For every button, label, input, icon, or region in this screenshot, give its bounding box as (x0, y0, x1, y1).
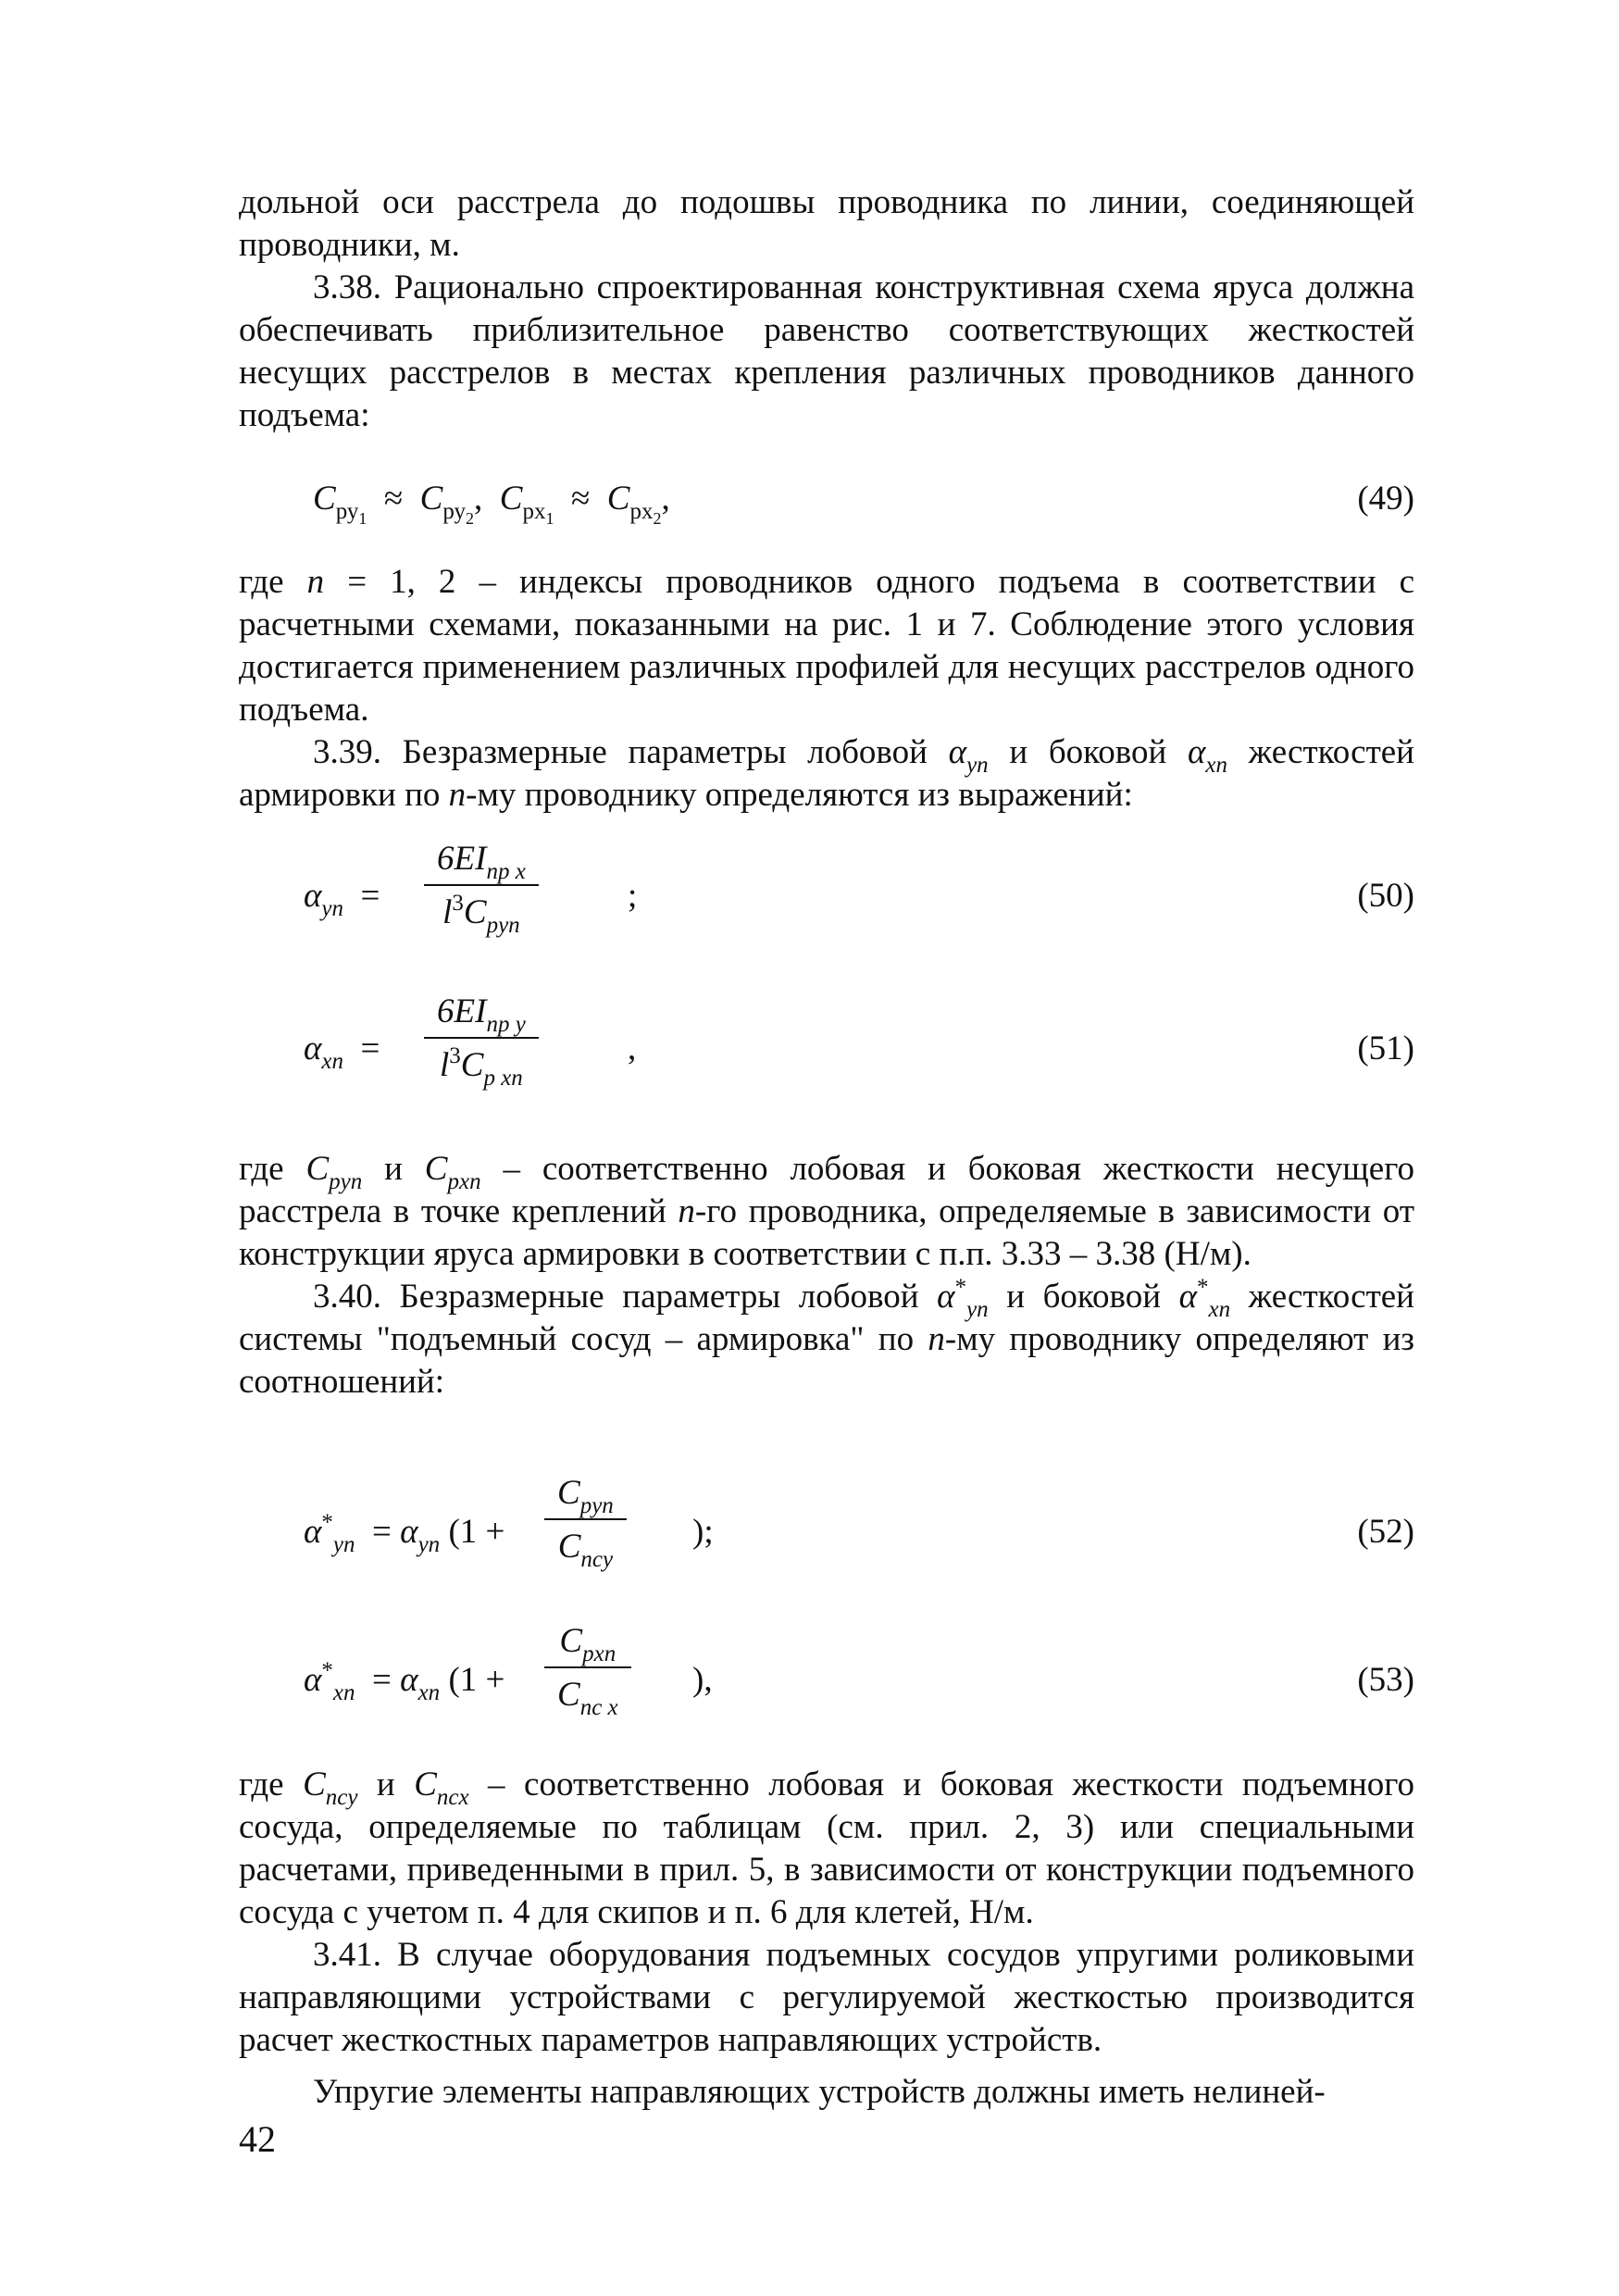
equation-50: $\alpha_{yn}$ = $6EI_{пр x}$ $l^3C_{pyn}$ ; (50) (304, 840, 1414, 938)
text-block-bottom (239, 1764, 1414, 2114)
equation-number-52: (52) (1357, 1513, 1414, 1551)
paragraph-3-41: 3.41. В случае оборудования подъемных сосудов упругими роликовыми направляющими устройствами с регулируемой жесткостью производится расчет жесткостных параметров направляющих устройств. (239, 1936, 1414, 2059)
equation-number-50: (50) (1357, 877, 1414, 915)
equation-number-53: (53) (1357, 1661, 1414, 1699)
equation-50-fraction: $6EI_{пр x}$ $l^3C_{pyn}$ (424, 838, 539, 934)
equation-51-fraction: $6EI_{пр y}$ $l^3C_{p xn}$ (424, 991, 539, 1087)
page-number: 42 (239, 2118, 276, 2160)
paragraph-3-38: 3.38. Рационально спроектированная конструктивная схема яруса должна обеспечивать приблизительное равенство соответствующих жесткостей несущих расстрелов в местах крепления различных проводников данного подъема: (239, 268, 1414, 434)
paragraph-continuation: дольной оси расстрела до подошвы проводника по линии, соединяющей проводники, м. (239, 183, 1414, 264)
equation-53-fraction: $C_{pxn}$ $C_{пс x}$ (544, 1620, 631, 1716)
paragraph-elastic-elements: Упругие элементы направляющих устройств должны иметь нелиней- (313, 2073, 1326, 2111)
paragraph-vessel-stiffness: где $C_{псy}$ и $C_{псx}$ – соответственно лобовая и боковая жесткости подъемного сосуда, определяемые по таблицам (см. прил. 2, 3) или специальными расчетами, приведенными в прил. 5, в зависимости от конструкции подъемного сосуда с учетом п. 4 для скипов и п. 6 для клетей, Н/м. (239, 1766, 1414, 1931)
text-block-top (239, 181, 1414, 437)
paragraph-stiffness-definition: где $C_{pyn}$ и $C_{pxn}$ – соответственно лобовая и боковая жесткости несущего расстрела в точке креплений n-го проводника, определяемые в зависимости от конструкции яруса армировки в соответствии с п.п. 3.33 – 3.38 (Н/м). (239, 1150, 1414, 1273)
equation-52-fraction: $C_{pyn}$ $C_{псy}$ (544, 1472, 627, 1568)
equation-52: $\alpha^*_{yn} = \alpha_{yn}$ (1 + $C_{pyn}$ $C_{псy}$ ); (52) (304, 1474, 1414, 1572)
paragraph-indices: где n = 1, 2 – индексы проводников одного подъема в соответствии с расчетными схемами, показанными на рис. 1 и 7. Соблюдение этого условия достигается применением различных профилей для несущих расстрелов одного подъема. (239, 563, 1414, 729)
text-block-middle (239, 561, 1414, 817)
paragraph-3-39: 3.39. Безразмерные параметры лобовой $\alpha_{yn}$ и боковой $\alpha_{xn}$ жесткостей армировки по n-му проводнику определяются из выражений: (239, 733, 1414, 814)
equation-number-49: (49) (1357, 480, 1414, 518)
equation-number-51: (51) (1357, 1029, 1414, 1067)
equation-53: $\alpha^*_{xn} = \alpha_{xn}$ (1 + $C_{pxn}$ $C_{пс x}$ ), (53) (304, 1622, 1414, 1720)
paragraph-3-40: 3.40. Безразмерные параметры лобовой $\alpha^*_{yn}$ и боковой $\alpha^*_{xn}$ жесткостей системы "подъемный сосуд – армировка" по n-му проводнику определяют из соотношений: (239, 1275, 1414, 1401)
text-block-lower (239, 1148, 1414, 1404)
equation-49-body: $C_{ру_1} \approx C_{ру_2}$, $C_{рх_1} \approx C_{рх_2}$, (313, 480, 670, 528)
equation-51: $\alpha_{xn}$ = $6EI_{пр y}$ $l^3C_{p xn}$ , (51) (304, 992, 1414, 1091)
